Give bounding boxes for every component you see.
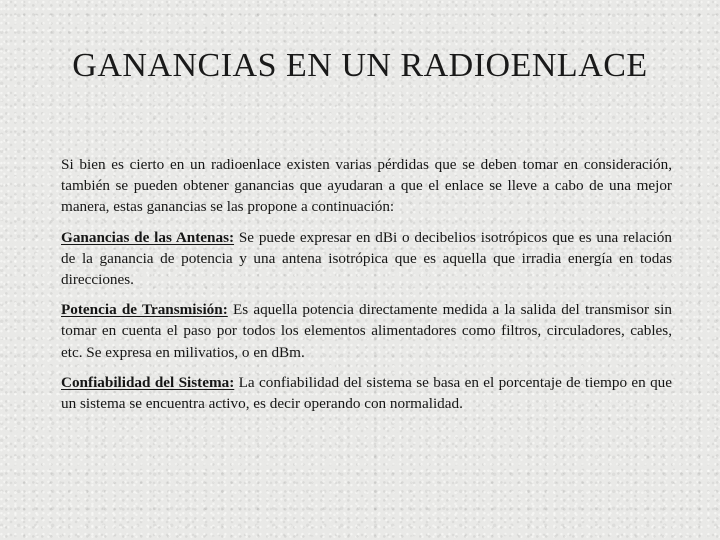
slide-body	[61, 154, 672, 423]
definition-term: Ganancias de las Antenas:	[61, 228, 235, 246]
definition-antenna-gain	[61, 227, 672, 291]
definition-text: Es aquella potencia directamente medida a la salida del transmisor sin tomar en cuenta el paso por todos los elementos alimentadores como filtros, circuladores, cables, etc. Se expresa en milivatios, o en dBm.	[61, 301, 672, 361]
slide-title: GANANCIAS EN UN RADIOENLACE	[72, 47, 648, 84]
intro-paragraph: Si bien es cierto en un radioenlace existen varias pérdidas que se deben tomar en consideración, también se pueden obtener ganancias que ayudaran a que el enlace se lleve a cabo de una mejor manera, estas ganancias se las propone a continuación:	[61, 156, 672, 216]
definition-term: Potencia de Transmisión:	[61, 301, 228, 319]
definition-system-reliability	[61, 372, 672, 414]
definition-text: La confiabilidad del sistema se basa en el porcentaje de tiempo en que un sistema se encuentra activo, es decir operando con normalidad.	[61, 373, 672, 413]
definition-text: Se puede expresar en dBi o decibelios isotrópicos que es una relación de la ganancia de potencia y una antena isotrópica que es aquella que irradia energía en todas direcciones.	[61, 228, 672, 289]
definition-term: Confiabilidad del Sistema:	[61, 373, 235, 391]
definition-transmit-power	[61, 299, 672, 363]
